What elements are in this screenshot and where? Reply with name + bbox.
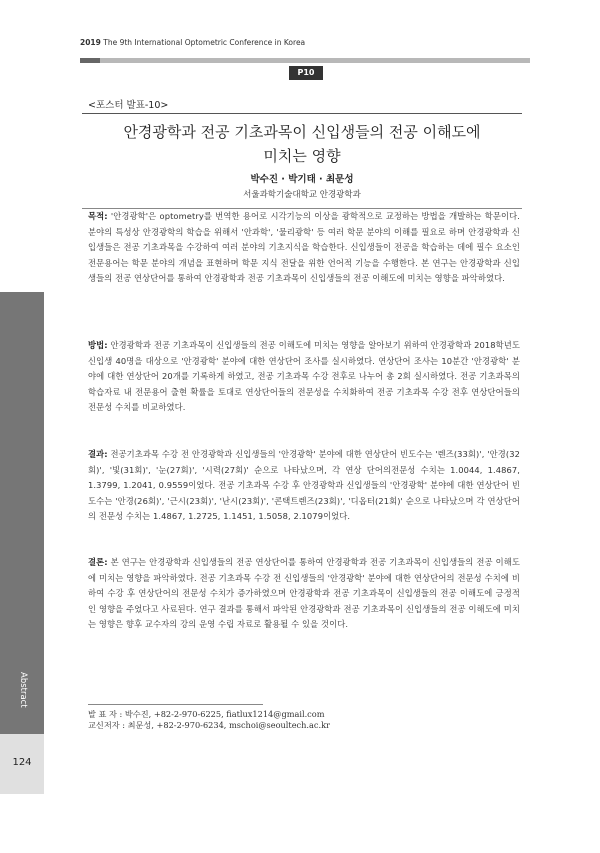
page-number-box [0,734,44,794]
presenter-contact: 발 표 자 : 박수진, +82-2-970-6225, fiatlux1214@gmail.com [88,709,325,719]
header-conference: The 9th International Optometric Conference in Korea [103,38,306,47]
purpose-label: 목적: [88,211,108,221]
conclusion-label: 결론: [88,557,108,567]
section-result [88,447,520,525]
corresponding-contact: 교신저자 : 최문성, +82-2-970-6234, mschoi@seoultech.ac.kr [88,719,330,730]
section-method [88,338,520,416]
section-purpose [88,209,520,287]
paper-title-line1: 안경광학과 전공 기초과목이 신입생들의 전공 이해도에 [123,123,481,141]
result-label: 결과: [88,449,108,459]
footnote [88,709,330,730]
footer-rule [88,704,263,705]
paper-title [82,120,522,168]
poster-label: <포스터 발표-10> [88,100,169,111]
paper-title-line2: 미치는 영향 [263,147,341,165]
header-year: 2019 [80,38,101,47]
page-number: 124 [12,757,32,768]
conclusion-text: 본 연구는 안경광학과 신입생들의 전공 연상단어를 통하여 안경광학과 전공 기초과목이 신입생들의 전공 이해도에 미치는 영향을 파악하였다. 전공 기초과목 수강 전 신입생들의 '안경광학' 분야에 대한 연상단어의 전문성 수치에 비하여 수강 후 연상단어의 전문성 수치가 증가하였으며 안경광학과 전공 기초과목이 신입생들의 전공 이해도에 긍정적인 영향을 주었다고 사료된다. 연구 결과를 통해서 파악된 안경광학과 전공 기초과목이 신입생들의 전공 이해도에 미치는 영향은 향후 교수자의 강의 운영 수립 자료로 활용될 수 있을 것이다. [88,557,520,629]
title-block [82,113,522,209]
affiliation: 서울과학기술대학교 안경광학과 [243,190,361,200]
authors: 박수진 · 박기태 · 최문성 [250,174,354,185]
method-label: 방법: [88,340,108,350]
result-text: 전공기초과목 수강 전 안경광학과 신입생들의 '안경광학' 분야에 대한 연상단어 빈도수는 '렌즈(33회)', '안경(32회)', '빛(31회)', '눈(27회)', '시력(27회)' 순으로 나타났으며, 각 연상 단어의전문성 수치는 1.0044, 1.4867, 1.3799, 1.2041, 0.9559이었다. 전공 기초과목 수강 후 안경광학과 신입생들의 '안경광학' 분야에 대한 연상단어 빈도수는 '안경(26회)', '근시(23회)', '난시(23회)', '콘택트렌즈(23회)', '디옵터(21회)' 순으로 나타났으며 각 연상단어의 전문성 수치는 1.4867, 1.2725, 1.1451, 1.5058, 2.1079이었다. [88,449,520,521]
header-bar [80,58,530,63]
header-bar-accent [80,58,100,63]
side-tab-label: Abstract [18,672,28,708]
running-header [80,38,305,47]
purpose-text: '안경광학'은 optometry를 번역한 용어로 시각기능의 이상을 광학적으로 교정하는 방법을 개발하는 학문이다. 분야의 특성상 안경광학의 학습을 위해서 '안과학', '물리광학' 등 여러 학문 분야의 이해를 필요로 하며 안경광학과 신입생들은 전공 기초과목을 수강하여 여러 분야의 기초지식을 학습한다. 신입생들이 전공을 학습하는 데에 필수 요소인 전문용어는 학문 분야의 개념을 표현하며 학문 지식 전달을 위한 언어적 기능을 수행한다. 본 연구는 안경광학과 신입생들의 전공 연상단어를 통하여 안경광학과 전공 기초과목이 신입생들의 전공 이해도에 미치는 영향을 파악하였다. [88,211,520,283]
section-conclusion [88,555,520,633]
method-text: 안경광학과 전공 기초과목이 신입생들의 전공 이해도에 미치는 영향을 알아보기 위하여 안경광학과 2018학년도 신입생 40명을 대상으로 '안경광학' 분야에 대한 연상단어 조사를 실시하였다. 연상단어 조사는 10분간 '안경광학' 분야에 대한 연상단어 20개를 기록하게 하였고, 전공 기초과목 수강 전후로 나누어 총 2회 실시하였다. 전공 기초과목의 학습자료 내 전문용어 출현 확률을 토대로 연상단어들의 전문성을 수치화하여 전공 기초과목 수강 전후 연상단어들의 전문성 수치를 비교하였다. [88,340,520,412]
poster-code-badge: P10 [289,66,323,80]
side-tab [0,292,44,734]
